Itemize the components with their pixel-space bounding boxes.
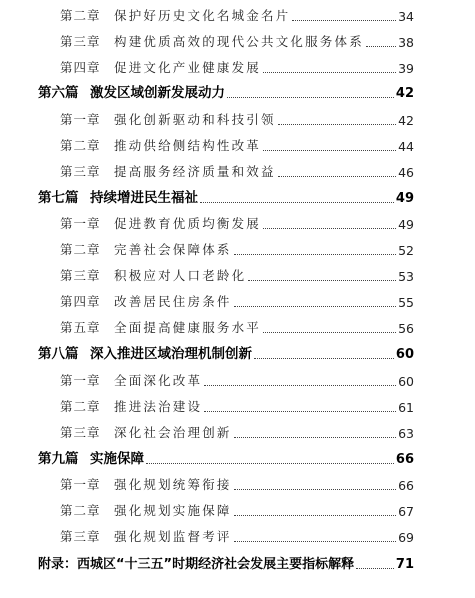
page-number: 49 [395,191,414,206]
dot-leader [204,411,396,412]
dot-leader [278,124,396,125]
page-number: 71 [395,557,414,572]
page-number: 53 [398,269,414,284]
page-number: 44 [398,139,414,154]
dot-leader [234,306,396,307]
part-title: 深入推进区域治理机制创新 [90,346,252,362]
chapter-title: 全面深化改革 [114,373,203,388]
chapter-title: 深化社会治理创新 [114,425,232,440]
dot-leader [200,202,394,203]
chapter-number: 第二章 [60,242,101,257]
page-number: 46 [398,165,414,180]
chapter-title: 强化创新驱动和科技引领 [114,112,276,127]
chapter-number: 第四章 [60,60,101,75]
toc-part-row[interactable] [38,186,414,206]
toc-appendix-row[interactable] [38,552,414,572]
chapter-number: 第三章 [60,425,101,440]
dot-leader [234,437,396,438]
chapter-title: 促进文化产业健康发展 [114,60,262,75]
part-number: 第八篇 [38,346,79,362]
dot-leader [234,541,396,542]
page-number: 66 [398,478,414,493]
toc-chapter-row[interactable] [60,4,414,24]
part-number: 第六篇 [38,85,79,101]
chapter-number: 第一章 [60,216,101,231]
toc-chapter-row[interactable] [60,499,414,519]
chapter-title: 构建优质高效的现代公共文化服务体系 [114,34,364,49]
toc-chapter-row[interactable] [60,421,414,441]
dot-leader [234,254,396,255]
chapter-title: 推动供给侧结构性改革 [114,138,262,153]
chapter-title: 改善居民住房条件 [114,294,232,309]
toc-chapter-row[interactable] [60,316,414,336]
dot-leader [278,176,396,177]
chapter-number: 第一章 [60,373,101,388]
chapter-title: 全面提高健康服务水平 [114,320,262,335]
toc-chapter-row[interactable] [60,238,414,258]
page-number: 42 [398,113,414,128]
toc-chapter-row[interactable] [60,108,414,128]
page-number: 42 [395,86,414,101]
part-title: 持续增进民生福祉 [90,190,198,206]
toc-part-row[interactable] [38,342,414,362]
dot-leader [292,20,396,21]
chapter-number: 第二章 [60,503,101,518]
toc-chapter-row[interactable] [60,525,414,545]
dot-leader [227,97,394,98]
chapter-title: 完善社会保障体系 [114,242,232,257]
dot-leader [356,568,394,569]
dot-leader [263,332,396,333]
chapter-title: 推进法治建设 [114,399,203,414]
chapter-title: 保护好历史文化名城金名片 [114,8,291,23]
chapter-title: 强化规划监督考评 [114,529,232,544]
chapter-title: 强化规划统筹衔接 [114,477,232,492]
chapter-number: 第一章 [60,477,101,492]
chapter-title: 积极应对人口老龄化 [114,268,247,283]
dot-leader [254,358,394,359]
page-number: 60 [395,347,414,362]
dot-leader [263,228,396,229]
part-title: 实施保障 [90,451,144,467]
part-number: 第九篇 [38,451,79,467]
chapter-number: 第一章 [60,112,101,127]
toc-chapter-row[interactable] [60,160,414,180]
toc-chapter-row[interactable] [60,134,414,154]
chapter-title: 提高服务经济质量和效益 [114,164,276,179]
toc-part-row[interactable] [38,447,414,467]
chapter-number: 第三章 [60,34,101,49]
toc-chapter-row[interactable] [60,369,414,389]
dot-leader [234,489,396,490]
toc-chapter-row[interactable] [60,212,414,232]
part-number: 第七篇 [38,190,79,206]
page-number: 49 [398,217,414,232]
page-number: 61 [398,400,414,415]
dot-leader [366,46,396,47]
chapter-number: 第三章 [60,529,101,544]
page-number: 67 [398,504,414,519]
chapter-number: 第二章 [60,138,101,153]
page-number: 60 [398,374,414,389]
chapter-number: 第二章 [60,8,101,23]
dot-leader [146,463,394,464]
dot-leader [248,280,396,281]
chapter-number: 第二章 [60,399,101,414]
chapter-title: 促进教育优质均衡发展 [114,216,262,231]
toc-chapter-row[interactable] [60,395,414,415]
toc-chapter-row[interactable] [60,290,414,310]
page-number: 52 [398,243,414,258]
chapter-number: 第三章 [60,164,101,179]
chapter-number: 第四章 [60,294,101,309]
dot-leader [263,150,396,151]
part-title: 激发区域创新发展动力 [90,85,225,101]
toc-chapter-row[interactable] [60,56,414,76]
page-number: 63 [398,426,414,441]
page-number: 38 [398,35,414,50]
toc-chapter-row[interactable] [60,264,414,284]
page-number: 34 [398,9,414,24]
appendix-title: 附录：西城区“十三五”时期经济社会发展主要指标解释 [38,557,355,572]
dot-leader [263,72,396,73]
toc-chapter-row[interactable] [60,30,414,50]
page-number: 55 [398,295,414,310]
chapter-number: 第三章 [60,268,101,283]
chapter-number: 第五章 [60,320,101,335]
chapter-title: 强化规划实施保障 [114,503,232,518]
toc-chapter-row[interactable] [60,473,414,493]
dot-leader [234,515,396,516]
page-number: 39 [398,61,414,76]
page-number: 69 [398,530,414,545]
page-number: 56 [398,321,414,336]
dot-leader [204,385,396,386]
toc-part-row[interactable] [38,81,414,101]
page-number: 66 [395,452,414,467]
